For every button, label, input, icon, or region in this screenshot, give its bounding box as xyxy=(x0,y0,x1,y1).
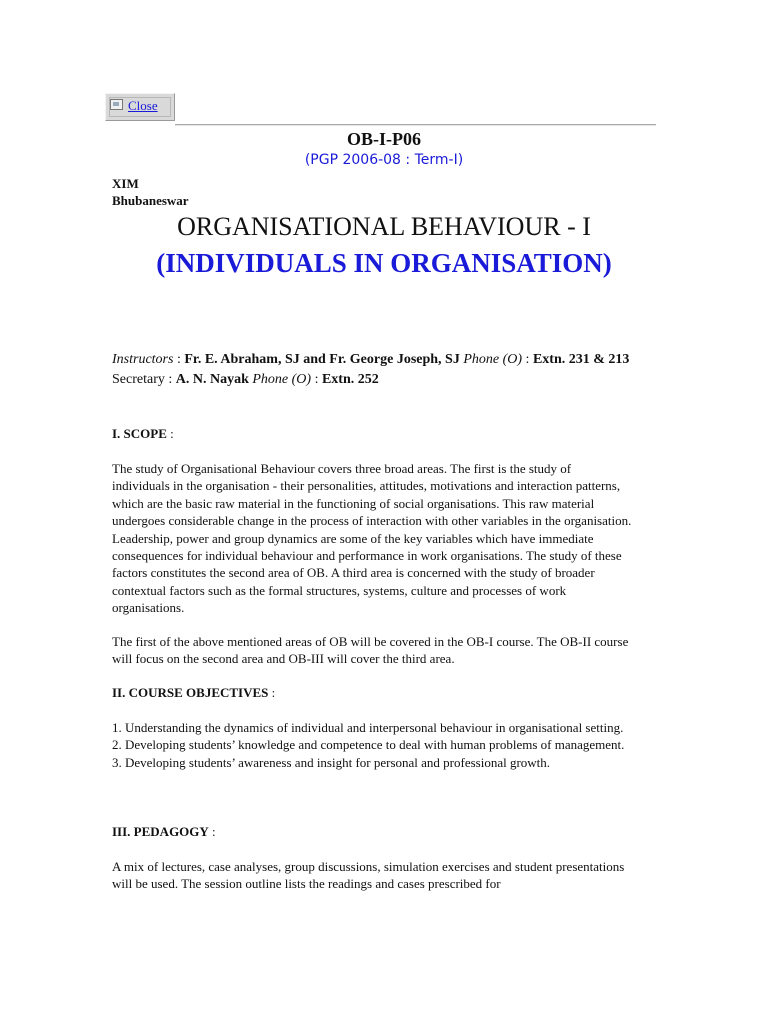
scope-paragraph-1: The study of Organisational Behaviour covers three broad areas. The first is the study of individuals in the organisation - their personalities, attitudes, motivations and interaction patterns, which are the basic raw material in the functioning of social organisations. This raw material undergoes considerable change in the process of interaction with other variables in the organisation. Leadership, power and group dynamics are some of the key variables which have immediate consequences for individual behaviour and performance in work organisations. The study of these factors constitutes the second area of OB. A third area is concerned with the study of broader contextual factors such as the formal structures, systems, culture and processes of work organisations. xyxy=(112,461,632,616)
objective-item: 1. Understanding the dynamics of individual and interpersonal behaviour in organisational setting. xyxy=(112,720,624,735)
scope-heading-text: I. SCOPE xyxy=(112,426,167,441)
close-button[interactable] xyxy=(105,93,175,121)
secretary-phone: Extn. 252 xyxy=(321,372,379,387)
institute-block xyxy=(112,175,189,209)
contact-info: Instructors : Fr. E. Abraham, SJ and Fr. George Joseph, SJ Phone (O) : Extn. 231 & 213 Secretary : A. N. Nayak Phone (O) : Extn. 252 xyxy=(112,352,630,387)
objectives-heading: II. COURSE OBJECTIVES : xyxy=(112,685,276,700)
institute-name: XIM xyxy=(112,176,139,191)
objectives-heading-text: II. COURSE OBJECTIVES xyxy=(112,685,269,700)
pedagogy-heading-text: III. PEDAGOGY xyxy=(112,824,209,839)
instructors-phone-label: Phone (O) xyxy=(463,352,523,367)
course-code: OB-I-P06 xyxy=(347,129,421,149)
objectives-list xyxy=(112,719,632,771)
secretary-name: A. N. Nayak xyxy=(175,372,249,387)
course-title: ORGANISATIONAL BEHAVIOUR - I xyxy=(177,212,591,241)
scope-paragraph-2: The first of the above mentioned areas of OB will be covered in the OB-I course. The OB-II course will focus on the second area and OB-III will cover the third area. xyxy=(112,634,629,667)
secretary-phone-label: Phone (O) xyxy=(252,372,312,387)
instructors-label: Instructors xyxy=(112,352,174,367)
pedagogy-heading: III. PEDAGOGY : xyxy=(112,824,216,839)
institute-location: Bhubaneswar xyxy=(112,193,189,208)
instructors-phone: Extn. 231 & 213 xyxy=(532,352,630,367)
window-icon xyxy=(110,99,123,110)
pedagogy-paragraph: A mix of lectures, case analyses, group discussions, simulation exercises and student presentations will be used. The session outline lists the readings and cases prescribed for xyxy=(112,859,625,892)
header-divider xyxy=(175,124,656,126)
objective-item: 2. Developing students’ knowledge and competence to deal with human problems of management. xyxy=(112,737,625,753)
close-link[interactable]: Close xyxy=(128,98,158,113)
objective-item: 3. Developing students’ awareness and insight for personal and professional growth. xyxy=(112,754,551,770)
course-subtitle: (INDIVIDUALS IN ORGANISATION) xyxy=(156,248,612,278)
instructors-names: Fr. E. Abraham, SJ and Fr. George Joseph, SJ xyxy=(184,352,460,367)
secretary-label: Secretary xyxy=(112,372,165,387)
course-term: (PGP 2006-08 : Term-I) xyxy=(304,152,464,168)
scope-heading: I. SCOPE : xyxy=(112,426,174,441)
